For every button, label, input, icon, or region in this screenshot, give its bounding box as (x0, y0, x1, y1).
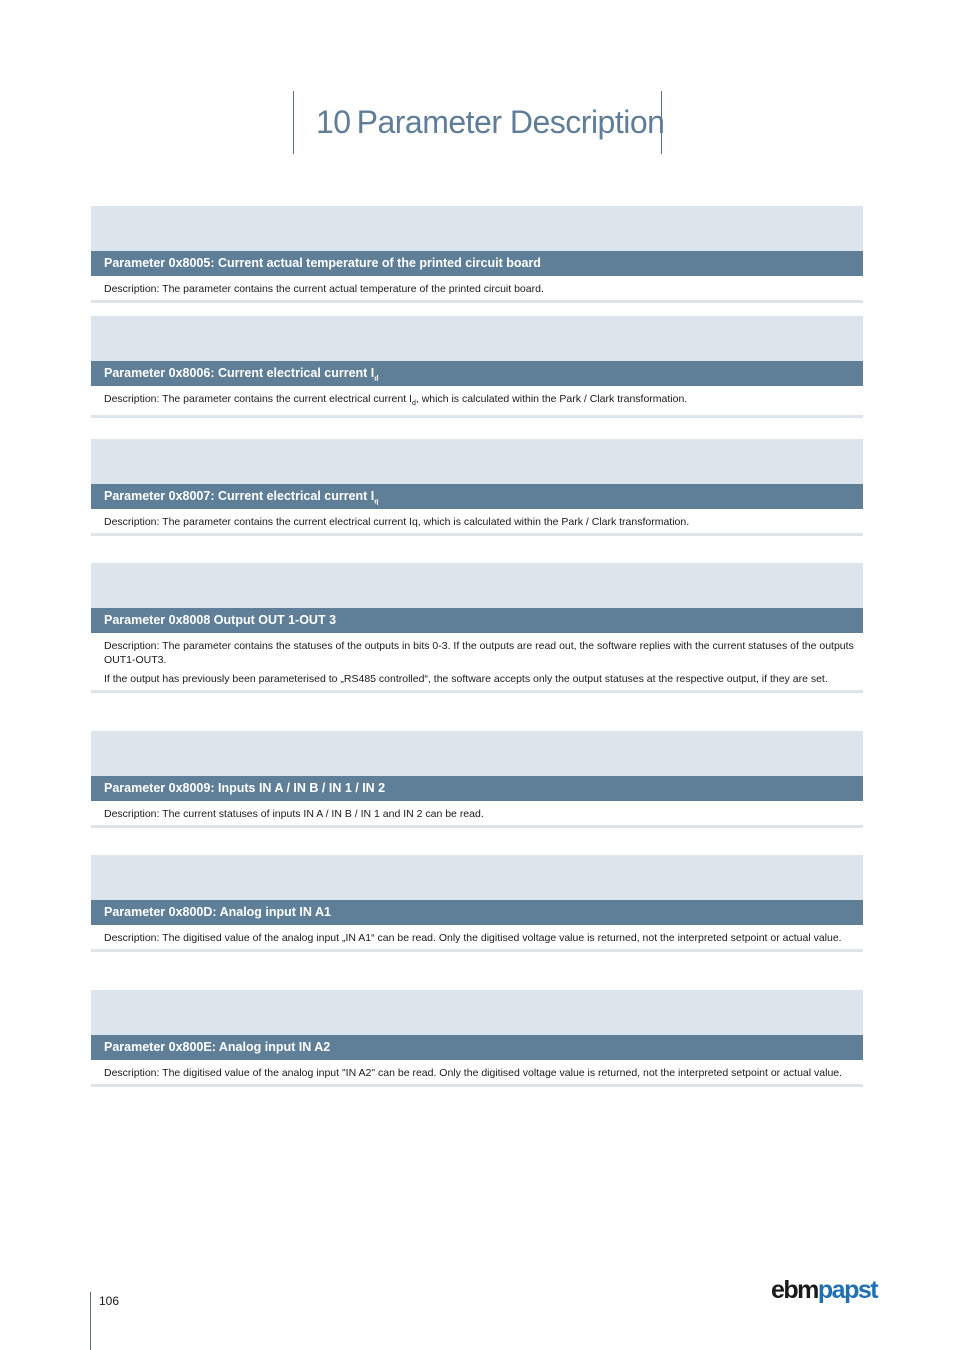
parameter-header: Parameter 0x800D: Analog input IN A1 (91, 900, 863, 925)
parameter-header-text: Parameter 0x8006: Current electrical current I (104, 366, 375, 380)
chapter-title (316, 104, 664, 141)
parameter-spacer (91, 990, 863, 1035)
parameter-spacer (91, 206, 863, 251)
parameter-spacer (91, 439, 863, 484)
parameter-body (91, 509, 863, 536)
parameter-header-text: Parameter 0x8007: Current electrical current I (104, 489, 375, 503)
parameter-body (91, 925, 863, 952)
parameter-spacer (91, 316, 863, 361)
parameter-description: Description: The parameter contains the statuses of the outputs in bits 0-3. If the outputs are read out, the software replies with the current statuses of the outputs OUT1-OUT3. (104, 640, 854, 666)
logo-ebm: ebm (771, 1276, 818, 1304)
parameter-block-0x8009 (91, 731, 863, 828)
description-text: , which is calculated within the Park / Clark transformation. (415, 393, 688, 405)
parameter-header-subscript: d (374, 375, 379, 383)
parameter-body (91, 276, 863, 303)
parameter-description: Description: The current statuses of inputs IN A / IN B / IN 1 and IN 2 can be read. (104, 808, 484, 820)
parameter-description: Description: The parameter contains the current actual temperature of the printed circuit board. (104, 283, 544, 295)
parameter-description: Description: The digitised value of the analog input "IN A2" can be read. Only the digitised voltage value is returned, not the interpreted setpoint or actual value. (104, 1067, 843, 1079)
parameter-header: Parameter 0x800E: Analog input IN A2 (91, 1035, 863, 1060)
parameter-description: Description: The parameter contains the current electrical current Iq, which is calculated within the Park / Clark transformation. (104, 516, 690, 528)
parameter-block-0x8008 (91, 563, 863, 693)
parameter-header (91, 484, 863, 509)
parameter-block-0x8006 (91, 316, 863, 418)
chapter-number: 10 (316, 104, 351, 140)
parameter-block-0x8005 (91, 206, 863, 303)
parameter-body (91, 801, 863, 828)
parameter-spacer (91, 731, 863, 776)
page-number: 106 (99, 1294, 120, 1308)
parameter-header: Parameter 0x8005: Current actual temperature of the printed circuit board (91, 251, 863, 276)
parameter-body (91, 1060, 863, 1087)
parameter-description (104, 392, 855, 411)
footer-rule (90, 1292, 91, 1350)
parameter-body (91, 633, 863, 693)
parameter-spacer (91, 563, 863, 608)
parameter-block-0x8007 (91, 439, 863, 536)
logo-papst: papst (817, 1276, 878, 1304)
description-subscript: d (411, 400, 416, 408)
title-rule-left (293, 91, 294, 154)
parameter-block-0x800D (91, 855, 863, 952)
parameter-header-subscript: q (374, 498, 379, 506)
parameter-description: If the output has previously been parameterised to „RS485 controlled“, the software accepts only the output statuses at the respective output, if they are set. (104, 673, 828, 685)
description-text: Description: The parameter contains the current electrical current I (104, 393, 412, 405)
parameter-header (91, 361, 863, 386)
parameter-body (91, 386, 863, 418)
parameter-description: Description: The digitised value of the analog input „IN A1“ can be read. Only the digitised voltage value is returned, not the interpreted setpoint or actual value. (104, 932, 842, 944)
parameter-header: Parameter 0x8009: Inputs IN A / IN B / IN 1 / IN 2 (91, 776, 863, 801)
parameter-block-0x800E (91, 990, 863, 1087)
parameter-spacer (91, 855, 863, 900)
ebmpapst-logo (771, 1276, 877, 1305)
chapter-title-text: Parameter Description (356, 104, 665, 140)
parameter-header: Parameter 0x8008 Output OUT 1-OUT 3 (91, 608, 863, 633)
